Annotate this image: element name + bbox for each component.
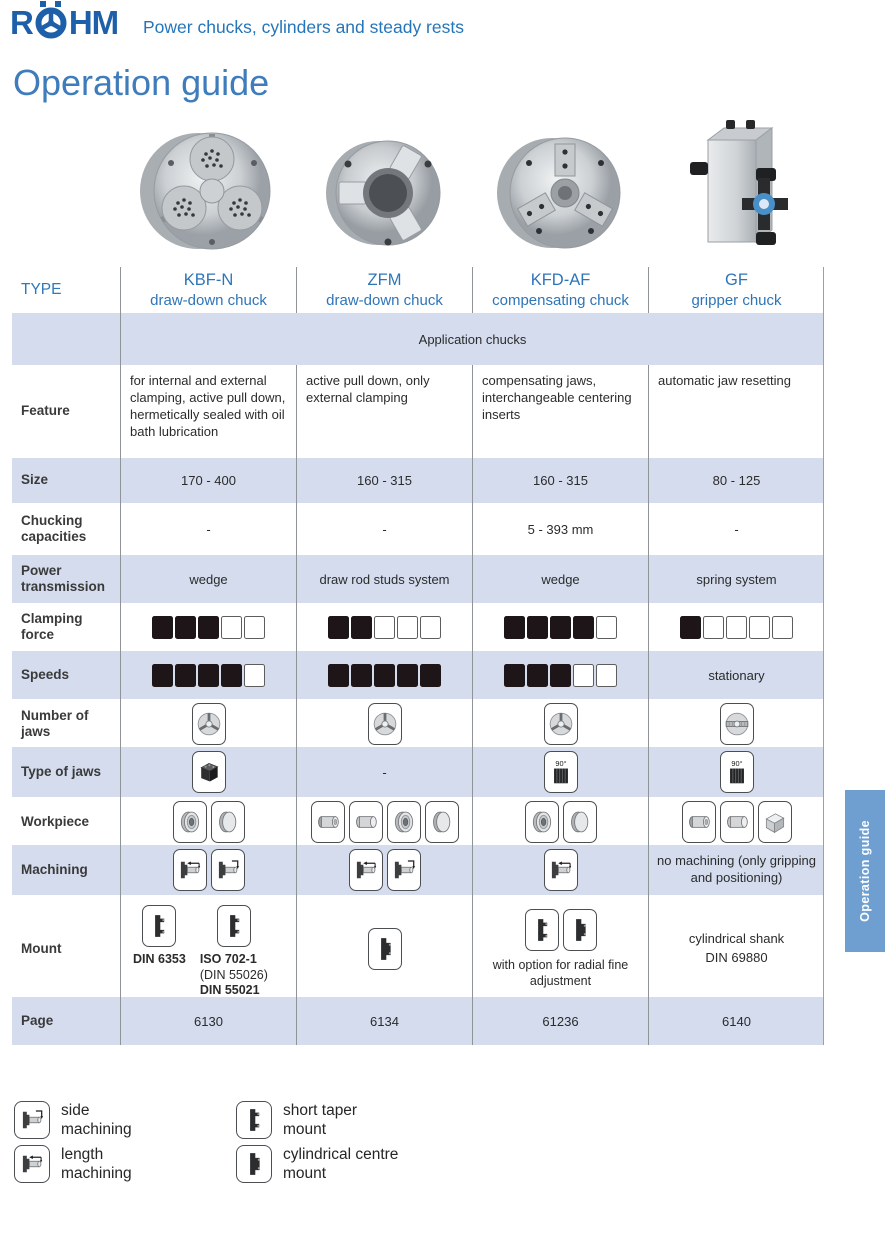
cell-chucking-zfm: - [296, 503, 472, 555]
svg-text:90°: 90° [730, 758, 743, 768]
rating-squares [680, 616, 793, 639]
rating-square-filled [504, 664, 525, 687]
mount-caption [200, 952, 268, 999]
row-label: Workpiece [21, 813, 90, 829]
row-label: Mount [21, 940, 62, 956]
mount-note-line: cylindrical shank [688, 931, 785, 947]
two-jaw-icon [720, 703, 754, 745]
length-machining-icon [349, 849, 383, 891]
cell-workpiece-kbfn [120, 797, 296, 847]
operation-table [12, 267, 824, 1045]
cell-numjaws-zfm [296, 699, 472, 749]
cell-feature-kfdaf: compensating jaws, interchangeable centering inserts [472, 365, 648, 458]
rating-square-empty [244, 664, 265, 687]
taper-mount-icon [142, 905, 176, 947]
row-label: Size [21, 472, 49, 488]
page-row [12, 997, 824, 1045]
jaw-90-icon [720, 751, 754, 793]
power-row [12, 555, 824, 603]
rating-square-filled [198, 664, 219, 687]
cell-chucking-kfdaf: 5 - 393 mm [472, 503, 648, 555]
rating-square-filled [397, 664, 418, 687]
length-machining-icon [173, 849, 207, 891]
cell-clamping-zfm [296, 603, 472, 651]
side-machining-icon [211, 849, 245, 891]
cell-mount-kbfn [120, 895, 296, 1003]
col-name: ZFM [367, 270, 402, 289]
length-machining-icon [544, 849, 578, 891]
side-tab-operation-guide [845, 790, 885, 952]
rating-squares [328, 616, 441, 639]
disc-icon [425, 801, 459, 843]
col-header-zfm [296, 267, 472, 313]
cell-workpiece-zfm [296, 797, 472, 847]
cell-typejaws-kbfn [120, 747, 296, 797]
header [10, 0, 118, 45]
cell-power-kbfn: wedge [120, 555, 296, 603]
mount-row [12, 895, 824, 997]
cell-page-kfdaf: 61236 [472, 997, 648, 1045]
cell-machining-kfdaf [472, 845, 648, 895]
taper-mount-icon [525, 909, 559, 951]
legend-label [61, 1145, 132, 1183]
legend-label-line: machining [61, 1164, 132, 1182]
svg-text:90°: 90° [554, 758, 567, 768]
ring-icon [173, 801, 207, 843]
legend-label-line: side [61, 1102, 90, 1119]
legend-label-line: machining [61, 1120, 132, 1138]
mount-item-iso702 [200, 905, 268, 999]
cell-page-gf: 6140 [648, 997, 824, 1045]
jaw-90-icon [544, 751, 578, 793]
legend-item-short-taper-mount [236, 1101, 357, 1139]
cell-clamping-kbfn [120, 603, 296, 651]
chucking-row [12, 503, 824, 555]
tube-icon [311, 801, 345, 843]
legend-label-line: cylindrical centre [283, 1146, 399, 1163]
rating-square-filled [504, 616, 525, 639]
row-label: Power transmission [21, 562, 106, 594]
bar-icon [720, 801, 754, 843]
type-of-jaws-row [12, 747, 824, 797]
cell-power-zfm: draw rod studs system [296, 555, 472, 603]
row-label: Machining [21, 861, 88, 877]
row-label: Feature [21, 403, 70, 419]
mount-caption-line: (DIN 55026) [199, 967, 268, 982]
cell-machining-gf: no machining (only gripping and positioning) [648, 845, 824, 895]
rating-squares [152, 616, 265, 639]
col-subtitle: gripper chuck [691, 291, 782, 309]
rating-square-filled [198, 616, 219, 639]
rating-square-filled [175, 616, 196, 639]
mount-note-line: DIN 69880 [705, 949, 768, 965]
taper-mount-icon [236, 1101, 272, 1139]
col-subtitle: draw-down chuck [150, 291, 267, 309]
cell-speeds-kbfn [120, 651, 296, 699]
rating-square-empty [596, 616, 617, 639]
col-header-kfdaf [472, 267, 648, 313]
ring-icon [525, 801, 559, 843]
cell-chucking-gf: - [648, 503, 824, 555]
cell-numjaws-gf [648, 699, 824, 749]
rating-square-empty [772, 616, 793, 639]
centre-mount-icon [368, 928, 402, 970]
rohm-logo [10, 0, 118, 39]
mount-caption-line: DIN 55021 [199, 983, 260, 998]
table-header-row [12, 267, 824, 313]
logo-letters-hm: HM [68, 4, 119, 41]
size-row [12, 458, 824, 503]
product-photo-zfm [312, 126, 460, 265]
tube-icon [682, 801, 716, 843]
clamping-row [12, 603, 824, 651]
rating-square-filled [328, 664, 349, 687]
row-label: Clamping force [21, 610, 83, 642]
legend-label [61, 1101, 132, 1139]
rating-square-empty [703, 616, 724, 639]
rating-squares [504, 616, 617, 639]
rating-square-filled [351, 664, 372, 687]
cell-typejaws-zfm: - [296, 747, 472, 797]
length-machining-icon [14, 1145, 50, 1183]
side-machining-icon [14, 1101, 50, 1139]
taper-mount-icon [217, 905, 251, 947]
workpiece-row [12, 797, 824, 845]
legend-label-line: mount [283, 1120, 327, 1138]
cell-workpiece-gf [648, 797, 824, 847]
legend-item-side-machining [14, 1101, 132, 1139]
cell-machining-zfm [296, 845, 472, 895]
col-header-kbfn [120, 267, 296, 313]
block-jaw-icon [192, 751, 226, 793]
cell-size-zfm: 160 - 315 [296, 458, 472, 503]
page-title: Operation guide [13, 62, 270, 103]
bar-icon [349, 801, 383, 843]
col-header-gf [648, 267, 824, 313]
disc-icon [211, 801, 245, 843]
product-photo-kfdaf [488, 122, 638, 267]
cell-page-zfm: 6134 [296, 997, 472, 1045]
cell-speeds-zfm [296, 651, 472, 699]
rating-square-empty [374, 616, 395, 639]
legend-label-line: short taper [283, 1102, 358, 1119]
rating-square-filled [550, 616, 571, 639]
rating-square-empty [221, 616, 242, 639]
cell-numjaws-kbfn [120, 699, 296, 749]
cell-size-kbfn: 170 - 400 [120, 458, 296, 503]
rating-square-empty [749, 616, 770, 639]
rating-square-filled [573, 616, 594, 639]
product-photo-kbfn [128, 118, 288, 269]
feature-row [12, 365, 824, 458]
cell-typejaws-gf [648, 747, 824, 797]
cell-speeds-gf: stationary [648, 651, 824, 699]
cell-page-kbfn: 6130 [120, 997, 296, 1045]
rating-square-empty [397, 616, 418, 639]
mount-caption-line: ISO 702-1 [199, 952, 257, 966]
rating-square-filled [152, 616, 173, 639]
col-subtitle: compensating chuck [492, 291, 629, 309]
centre-mount-icon [563, 909, 597, 951]
cell-clamping-gf [648, 603, 824, 651]
col-name: KFD-AF [530, 270, 591, 289]
cell-feature-zfm: active pull down, only external clamping [296, 365, 472, 458]
machining-row [12, 845, 824, 895]
rating-squares [152, 664, 265, 687]
rating-square-empty [726, 616, 747, 639]
cell-power-gf: spring system [648, 555, 824, 603]
application-row-value: Application chucks [120, 313, 824, 365]
rating-square-filled [550, 664, 571, 687]
centre-mount-icon [236, 1145, 272, 1183]
col-name: KBF-N [183, 270, 234, 289]
three-jaw-icon [544, 703, 578, 745]
legend-item-length-machining [14, 1145, 132, 1183]
three-jaw-icon [368, 703, 402, 745]
rating-square-filled [374, 664, 395, 687]
cell-numjaws-kfdaf [472, 699, 648, 749]
rating-squares [504, 664, 617, 687]
speeds-row [12, 651, 824, 699]
cell-size-gf: 80 - 125 [648, 458, 824, 503]
legend-label-line: mount [283, 1164, 327, 1182]
row-label: Chucking capacities [21, 512, 87, 544]
row-label: Type of jaws [21, 763, 102, 779]
cell-size-kfdaf: 160 - 315 [472, 458, 648, 503]
cell-mount-kfdaf [472, 895, 648, 1003]
product-photo-gf [682, 114, 794, 271]
row-label: Page [21, 1012, 54, 1028]
legend-label-line: length [61, 1146, 104, 1163]
number-of-jaws-row [12, 699, 824, 747]
header-subtitle: Power chucks, cylinders and steady rests [143, 17, 464, 37]
col-subtitle: draw-down chuck [326, 291, 443, 309]
cell-mount-zfm [296, 895, 472, 1003]
cell-power-kfdaf: wedge [472, 555, 648, 603]
rating-squares [328, 664, 441, 687]
cell-clamping-kfdaf [472, 603, 648, 651]
rating-square-filled [221, 664, 242, 687]
rating-square-filled [527, 664, 548, 687]
legend-label [283, 1145, 398, 1183]
disc-icon [563, 801, 597, 843]
mount-note: with option for radial fine adjustment [492, 957, 629, 988]
application-row-label [12, 313, 120, 365]
rating-square-filled [351, 616, 372, 639]
ring-icon [387, 801, 421, 843]
mount-item-din6353 [133, 905, 186, 968]
cell-workpiece-kfdaf [472, 797, 648, 847]
col-name: GF [725, 270, 748, 289]
cell-machining-kbfn [120, 845, 296, 895]
rating-square-empty [596, 664, 617, 687]
cell-typejaws-kfdaf [472, 747, 648, 797]
rating-square-empty [573, 664, 594, 687]
rating-square-filled [175, 664, 196, 687]
cell-speeds-kfdaf [472, 651, 648, 699]
type-header: TYPE [21, 280, 62, 298]
legend-label [283, 1101, 357, 1139]
cube-icon [758, 801, 792, 843]
rating-square-filled [527, 616, 548, 639]
rating-square-filled [420, 664, 441, 687]
side-machining-icon [387, 849, 421, 891]
logo-letter-r: R [10, 4, 33, 41]
rating-square-empty [244, 616, 265, 639]
cell-feature-gf: automatic jaw resetting [648, 365, 824, 458]
rating-square-filled [152, 664, 173, 687]
rating-square-filled [328, 616, 349, 639]
row-label: Number of jaws [21, 707, 89, 739]
row-label: Speeds [21, 666, 70, 682]
mount-caption: DIN 6353 [133, 952, 186, 966]
logo-chuck-o-icon [34, 0, 68, 39]
cell-feature-kbfn: for internal and external clamping, active pull down, hermetically sealed with oil bath lubrication [120, 365, 296, 458]
side-tab-label: Operation guide [858, 820, 872, 922]
cell-chucking-kbfn: - [120, 503, 296, 555]
application-row [12, 313, 824, 365]
rating-square-empty [420, 616, 441, 639]
three-jaw-icon [192, 703, 226, 745]
legend-item-cylindrical-centre-mount [236, 1145, 398, 1183]
cell-mount-gf [648, 895, 824, 1003]
rating-square-filled [680, 616, 701, 639]
